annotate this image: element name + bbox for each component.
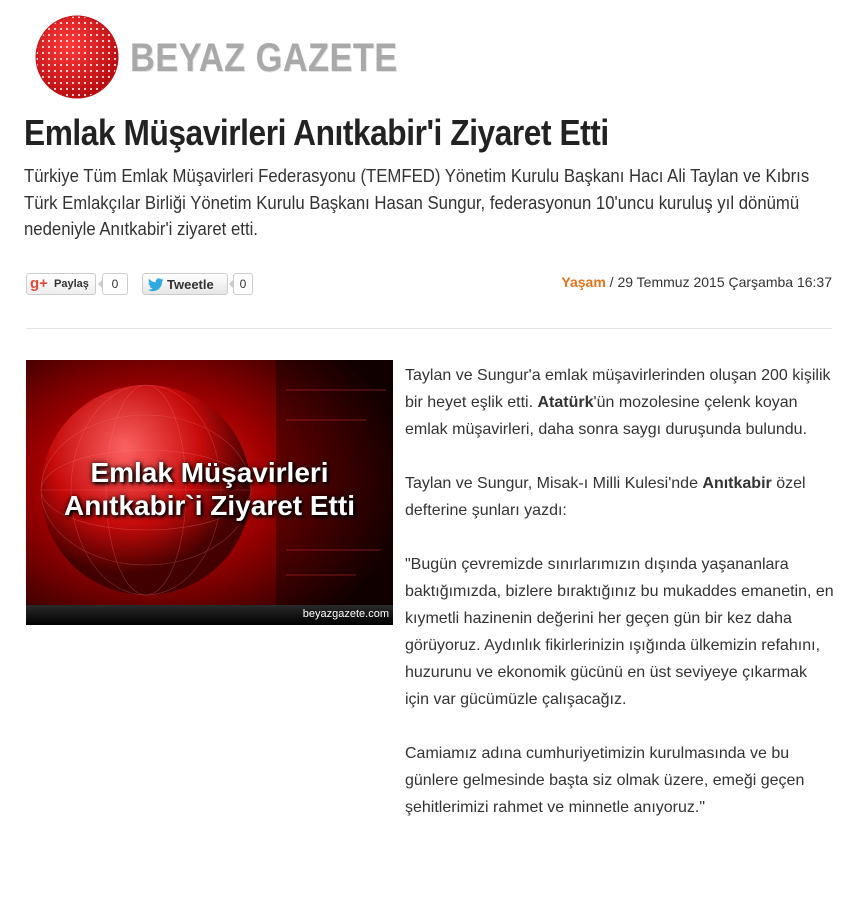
publish-date: / 29 Temmuz 2015 Çarşamba 16:37 <box>605 274 832 290</box>
image-credit-bar <box>26 605 393 625</box>
logo-text: BEYAZ GAZETE <box>130 36 398 80</box>
article-body <box>405 362 835 848</box>
gplus-share-count: 0 <box>102 273 128 295</box>
twitter-bird-icon <box>148 278 164 292</box>
tweet-button[interactable] <box>142 273 228 295</box>
site-logo[interactable] <box>30 14 398 104</box>
globe-logo-icon <box>34 14 120 100</box>
paragraph-text: özel defterine şunları yazdı: <box>405 475 806 519</box>
bold-keyword: Anıtkabir <box>702 475 772 492</box>
article-paragraph <box>405 362 835 443</box>
image-title-line-1: Emlak Müşavirleri <box>90 457 329 488</box>
category-link[interactable]: Yaşam <box>561 274 606 290</box>
tweet-count: 0 <box>233 273 253 295</box>
divider <box>26 328 832 329</box>
image-credit: beyazgazete.com <box>302 608 389 620</box>
article-title: Emlak Müşavirleri Anıtkabir'i Ziyaret Etti <box>24 112 609 153</box>
article-summary: Türkiye Tüm Emlak Müşavirleri Federasyonu (TEMFED) Yönetim Kurulu Başkanı Hacı Ali Taylan ve Kıbrıs Türk Emlakçılar Birliği Yönetim Kurulu Başkanı Hasan Sungur, federasyonun 10'uncu kuruluş yıl dönümü nedeniyle Anıtkabir'i ziyaret etti. <box>24 166 810 239</box>
image-title-line-2: Anıtkabir`i Ziyaret Etti <box>64 490 355 521</box>
article-paragraph: Camiamız adına cumhuriyetimizin kurulmasında ve bu günlere gelmesinde başta siz olmak üzere, emeği geçen şehitlerimizi rahmet ve minnetle anıyoruz." <box>405 745 805 816</box>
paragraph-text: Taylan ve Sungur'a emlak müşavirlerinden oluşan 200 kişilik bir heyet eşlik etti. <box>405 367 831 411</box>
image-caption-title <box>26 456 393 522</box>
article-meta <box>561 274 832 290</box>
article-paragraph: "Bugün çevremizde sınırlarımızın dışında yaşananlara baktığımızda, bizlere bıraktığınız bu mukaddes emanetin, en kıymetli hazinenin değerini her geçen gün bir kez daha görüyoruz. Aydınlık fikirlerinizin ışığında ülkemizin refahını, huzurunu ve ekonomik gücünü en üst seviyeye çıkarmak için var gücümüzle çalışacağız. <box>405 556 834 708</box>
article-paragraph <box>405 470 835 524</box>
tweet-label: Tweetle <box>167 277 214 292</box>
paragraph-text: Taylan ve Sungur, Misak-ı Milli Kulesi'nde <box>405 475 703 492</box>
article-image <box>26 360 393 625</box>
bold-keyword: Atatürk <box>537 394 594 411</box>
gplus-share-button[interactable] <box>26 273 96 295</box>
gplus-share-label: Paylaş <box>54 278 89 290</box>
google-plus-icon: g+ <box>30 275 48 292</box>
paragraph-text: 'ün mozolesine çelenk koyan emlak müşavirleri, daha sonra saygı duruşunda bulundu. <box>405 394 808 438</box>
